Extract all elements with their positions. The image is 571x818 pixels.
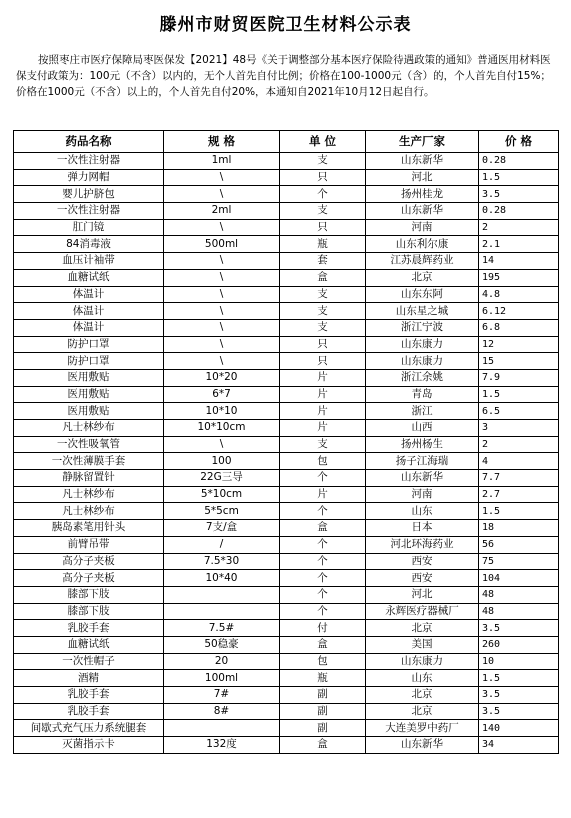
cell-unit: 盒 [280, 737, 366, 754]
cell-price: 56 [479, 536, 559, 553]
cell-price: 12 [479, 336, 559, 353]
cell-unit: 个 [280, 553, 366, 570]
cell-name: 高分子夹板 [14, 553, 164, 570]
cell-price: 0.28 [479, 203, 559, 220]
cell-manufacturer: 山东 [366, 670, 479, 687]
cell-name: 高分子夹板 [14, 570, 164, 587]
cell-spec: \ [164, 303, 280, 320]
table-row [14, 353, 559, 370]
cell-spec: \ [164, 219, 280, 236]
cell-price: 3.5 [479, 687, 559, 704]
cell-spec [164, 603, 280, 620]
cell-price: 1.5 [479, 670, 559, 687]
cell-price: 4.8 [479, 286, 559, 303]
table-row [14, 703, 559, 720]
table-row [14, 336, 559, 353]
cell-unit: 包 [280, 453, 366, 470]
cell-unit: 副 [280, 687, 366, 704]
cell-unit: 个 [280, 570, 366, 587]
cell-unit: 瓶 [280, 670, 366, 687]
table-row [14, 420, 559, 437]
cell-spec: 22G三导 [164, 470, 280, 487]
materials-table [13, 130, 559, 754]
cell-spec: 100ml [164, 670, 280, 687]
cell-unit: 支 [280, 153, 366, 170]
cell-spec: 5*10cm [164, 486, 280, 503]
cell-spec: \ [164, 436, 280, 453]
cell-unit: 支 [280, 319, 366, 336]
cell-manufacturer: 扬州桂龙 [366, 186, 479, 203]
page-title: 滕州市财贸医院卫生材料公示表 [159, 15, 412, 35]
cell-name: 胰岛素笔用针头 [14, 520, 164, 537]
cell-unit: 只 [280, 169, 366, 186]
cell-name: 防护口罩 [14, 336, 164, 353]
cell-unit: 支 [280, 286, 366, 303]
cell-name: 间歇式充气压力系统腿套 [14, 720, 164, 737]
cell-name: 凡士林纱布 [14, 486, 164, 503]
cell-unit: 付 [280, 620, 366, 637]
cell-spec [164, 586, 280, 603]
cell-manufacturer: 北京 [366, 620, 479, 637]
table-row [14, 636, 559, 653]
table-row [14, 286, 559, 303]
table-header-row [14, 131, 559, 153]
table-row [14, 570, 559, 587]
cell-manufacturer: 山东星之城 [366, 303, 479, 320]
table-row [14, 153, 559, 170]
cell-price: 34 [479, 737, 559, 754]
cell-manufacturer: 山东利尔康 [366, 236, 479, 253]
cell-spec: 6*7 [164, 386, 280, 403]
cell-unit: 个 [280, 503, 366, 520]
cell-price: 0.28 [479, 153, 559, 170]
cell-manufacturer: 山东康力 [366, 653, 479, 670]
table-row [14, 369, 559, 386]
cell-name: 体温计 [14, 319, 164, 336]
cell-spec: 7# [164, 687, 280, 704]
cell-unit: 支 [280, 203, 366, 220]
cell-name: 肛门镜 [14, 219, 164, 236]
header-price: 价 格 [479, 131, 559, 153]
cell-unit: 只 [280, 336, 366, 353]
cell-unit: 副 [280, 720, 366, 737]
cell-manufacturer: 扬州杨生 [366, 436, 479, 453]
cell-spec: 50稳豪 [164, 636, 280, 653]
cell-manufacturer: 山东新华 [366, 470, 479, 487]
cell-manufacturer: 日本 [366, 520, 479, 537]
cell-manufacturer: 河北 [366, 169, 479, 186]
table-row [14, 553, 559, 570]
cell-unit: 瓶 [280, 236, 366, 253]
cell-manufacturer: 山东新华 [366, 737, 479, 754]
cell-spec: \ [164, 286, 280, 303]
cell-name: 膝部下肢 [14, 603, 164, 620]
cell-name: 血糖试纸 [14, 636, 164, 653]
cell-name: 静脉留置针 [14, 470, 164, 487]
cell-price: 2 [479, 436, 559, 453]
cell-price: 3.5 [479, 620, 559, 637]
cell-spec: \ [164, 269, 280, 286]
header-spec: 规 格 [164, 131, 280, 153]
table-row [14, 687, 559, 704]
table-row [14, 520, 559, 537]
cell-spec: 5*5cm [164, 503, 280, 520]
cell-manufacturer: 西安 [366, 570, 479, 587]
table-row [14, 586, 559, 603]
cell-name: 医用敷贴 [14, 369, 164, 386]
cell-price: 3.5 [479, 186, 559, 203]
cell-manufacturer: 西安 [366, 553, 479, 570]
cell-price: 15 [479, 353, 559, 370]
cell-name: 体温计 [14, 286, 164, 303]
cell-spec: 7.5# [164, 620, 280, 637]
cell-unit: 个 [280, 603, 366, 620]
table-row [14, 436, 559, 453]
cell-manufacturer: 北京 [366, 269, 479, 286]
table-row [14, 503, 559, 520]
cell-spec: / [164, 536, 280, 553]
table-row [14, 303, 559, 320]
cell-unit: 支 [280, 303, 366, 320]
table-row [14, 536, 559, 553]
cell-spec: 10*20 [164, 369, 280, 386]
table-row [14, 470, 559, 487]
cell-spec: \ [164, 169, 280, 186]
cell-spec: 500ml [164, 236, 280, 253]
cell-unit: 副 [280, 703, 366, 720]
cell-unit: 个 [280, 470, 366, 487]
cell-price: 2.1 [479, 236, 559, 253]
cell-manufacturer: 北京 [366, 703, 479, 720]
table-row [14, 403, 559, 420]
cell-unit: 盒 [280, 636, 366, 653]
cell-price: 195 [479, 269, 559, 286]
cell-spec: 8# [164, 703, 280, 720]
cell-spec: \ [164, 353, 280, 370]
table-row [14, 186, 559, 203]
cell-manufacturer: 河南 [366, 486, 479, 503]
cell-price: 1.5 [479, 503, 559, 520]
cell-price: 14 [479, 253, 559, 270]
cell-name: 一次性薄膜手套 [14, 453, 164, 470]
cell-manufacturer: 浙江 [366, 403, 479, 420]
cell-spec: 2ml [164, 203, 280, 220]
cell-name: 凡士林纱布 [14, 503, 164, 520]
cell-price: 2 [479, 219, 559, 236]
table-row [14, 169, 559, 186]
cell-price: 7.9 [479, 369, 559, 386]
cell-name: 一次性帽子 [14, 653, 164, 670]
cell-spec: 7.5*30 [164, 553, 280, 570]
cell-price: 4 [479, 453, 559, 470]
cell-name: 灭菌指示卡 [14, 737, 164, 754]
cell-price: 1.5 [479, 169, 559, 186]
cell-name: 体温计 [14, 303, 164, 320]
table-row [14, 386, 559, 403]
cell-spec: 10*10 [164, 403, 280, 420]
cell-spec: 7支/盒 [164, 520, 280, 537]
cell-price: 140 [479, 720, 559, 737]
cell-manufacturer: 山东康力 [366, 336, 479, 353]
cell-spec: \ [164, 186, 280, 203]
cell-manufacturer: 青岛 [366, 386, 479, 403]
cell-price: 2.7 [479, 486, 559, 503]
cell-price: 48 [479, 603, 559, 620]
cell-spec: \ [164, 319, 280, 336]
cell-name: 一次性注射器 [14, 153, 164, 170]
cell-name: 医用敷贴 [14, 386, 164, 403]
header-manufacturer: 生产厂家 [366, 131, 479, 153]
cell-manufacturer: 河北 [366, 586, 479, 603]
cell-unit: 只 [280, 219, 366, 236]
cell-unit: 包 [280, 653, 366, 670]
cell-spec: 10*10cm [164, 420, 280, 437]
cell-unit: 支 [280, 436, 366, 453]
cell-spec: \ [164, 336, 280, 353]
cell-price: 104 [479, 570, 559, 587]
cell-unit: 只 [280, 353, 366, 370]
cell-manufacturer: 浙江宁波 [366, 319, 479, 336]
table-row [14, 453, 559, 470]
table-row [14, 670, 559, 687]
cell-name: 前臂吊带 [14, 536, 164, 553]
cell-unit: 片 [280, 486, 366, 503]
cell-name: 酒精 [14, 670, 164, 687]
cell-manufacturer: 大连美罗中药厂 [366, 720, 479, 737]
cell-spec: 20 [164, 653, 280, 670]
cell-name: 防护口罩 [14, 353, 164, 370]
cell-price: 6.8 [479, 319, 559, 336]
cell-unit: 个 [280, 536, 366, 553]
cell-price: 3.5 [479, 703, 559, 720]
cell-unit: 盒 [280, 269, 366, 286]
cell-spec: 10*40 [164, 570, 280, 587]
table-row [14, 653, 559, 670]
cell-price: 7.7 [479, 470, 559, 487]
cell-name: 血糖试纸 [14, 269, 164, 286]
cell-unit: 片 [280, 403, 366, 420]
cell-price: 1.5 [479, 386, 559, 403]
cell-name: 弹力网帽 [14, 169, 164, 186]
cell-name: 84消毒液 [14, 236, 164, 253]
cell-name: 婴儿护脐包 [14, 186, 164, 203]
table-row [14, 486, 559, 503]
cell-manufacturer: 江苏晨辉药业 [366, 253, 479, 270]
cell-price: 48 [479, 586, 559, 603]
cell-price: 6.12 [479, 303, 559, 320]
cell-manufacturer: 山东新华 [366, 153, 479, 170]
cell-name: 膝部下肢 [14, 586, 164, 603]
cell-manufacturer: 永辉医疗器械厂 [366, 603, 479, 620]
cell-name: 乳胶手套 [14, 703, 164, 720]
table-row [14, 720, 559, 737]
cell-manufacturer: 河南 [366, 219, 479, 236]
cell-manufacturer: 河北环海药业 [366, 536, 479, 553]
cell-manufacturer: 山东东阿 [366, 286, 479, 303]
table-row [14, 269, 559, 286]
cell-name: 血压计袖带 [14, 253, 164, 270]
cell-spec: \ [164, 253, 280, 270]
header-name: 药品名称 [14, 131, 164, 153]
table-row [14, 203, 559, 220]
cell-manufacturer: 山东康力 [366, 353, 479, 370]
table-row [14, 620, 559, 637]
cell-name: 一次性注射器 [14, 203, 164, 220]
cell-price: 75 [479, 553, 559, 570]
cell-price: 10 [479, 653, 559, 670]
cell-spec: 100 [164, 453, 280, 470]
table-row [14, 603, 559, 620]
cell-name: 凡士林纱布 [14, 420, 164, 437]
table-row [14, 319, 559, 336]
cell-name: 乳胶手套 [14, 687, 164, 704]
cell-price: 3 [479, 420, 559, 437]
cell-unit: 套 [280, 253, 366, 270]
cell-manufacturer: 北京 [366, 687, 479, 704]
cell-name: 医用敷贴 [14, 403, 164, 420]
cell-unit: 片 [280, 369, 366, 386]
cell-name: 一次性吸氧管 [14, 436, 164, 453]
cell-price: 18 [479, 520, 559, 537]
cell-manufacturer: 美国 [366, 636, 479, 653]
cell-unit: 盒 [280, 520, 366, 537]
cell-manufacturer: 山东新华 [366, 203, 479, 220]
cell-price: 260 [479, 636, 559, 653]
header-unit: 单 位 [280, 131, 366, 153]
table-row [14, 737, 559, 754]
cell-name: 乳胶手套 [14, 620, 164, 637]
cell-unit: 个 [280, 586, 366, 603]
cell-unit: 片 [280, 386, 366, 403]
cell-spec: 132度 [164, 737, 280, 754]
cell-price: 6.5 [479, 403, 559, 420]
intro-paragraph: 按照枣庄市医疗保障局枣医保发【2021】48号《关于调整部分基本医疗保险待遇政策的通知》普通医用材料医保支付政策为：100元（不含）以内的，无个人首先自付比例；价格在100-1000元（含）的，个人首先自付15%；价格在1000元（不含）以上的，个人首先自付20%，本通知自2021年10月12日起自行。 [16, 54, 551, 98]
cell-manufacturer: 山西 [366, 420, 479, 437]
cell-unit: 片 [280, 420, 366, 437]
cell-manufacturer: 浙江余姚 [366, 369, 479, 386]
cell-unit: 个 [280, 186, 366, 203]
cell-spec [164, 720, 280, 737]
cell-manufacturer: 扬子江海瑞 [366, 453, 479, 470]
table-row [14, 236, 559, 253]
cell-manufacturer: 山东 [366, 503, 479, 520]
table-row [14, 219, 559, 236]
cell-spec: 1ml [164, 153, 280, 170]
table-row [14, 253, 559, 270]
